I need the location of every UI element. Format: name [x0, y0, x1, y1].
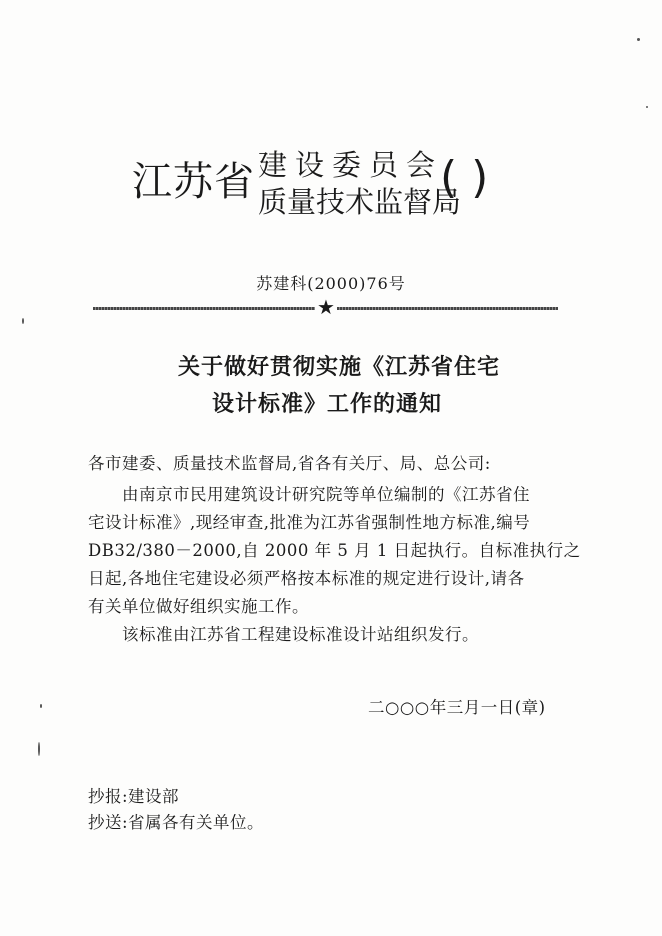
body-paragraph-1-line-2: 宅设计标准》,现经审查,批准为江苏省强制性地方标准,编号	[88, 513, 531, 532]
scan-speck	[646, 106, 648, 108]
issue-date: 二○○○年三月一日(章)	[368, 698, 546, 717]
issuer-dept-construction: 建设委员会	[258, 148, 444, 182]
notice-title-line-1: 关于做好贯彻实施《江苏省住宅	[177, 355, 500, 380]
scan-speck	[637, 38, 640, 41]
scan-speck	[40, 704, 42, 708]
issuer-bracket: ( )	[440, 152, 489, 203]
issuer-province: 江苏省	[132, 159, 255, 205]
body-paragraph-1-line-1: 由南京市民用建筑设计研究院等单位编制的《江苏省住	[88, 485, 530, 504]
scan-speck	[38, 742, 40, 756]
body-paragraph-2: 该标准由江苏省工程建设标准设计站组织发行。	[88, 625, 479, 644]
divider-bar-left	[93, 307, 315, 310]
star-icon: ★	[317, 295, 335, 319]
issuer-dept-quality: 质量技术监督局	[258, 185, 462, 219]
body-paragraph-1-line-5: 有关单位做好组织实施工作。	[88, 597, 309, 616]
divider-bar-right	[337, 307, 558, 310]
cc-report-to: 抄报:建设部	[88, 787, 180, 806]
scan-speck	[22, 318, 24, 324]
body-paragraph-1-line-4: 日起,各地住宅建设必须严格按本标准的规定进行设计,请各	[88, 569, 525, 588]
document-number: 苏建科(2000)76号	[256, 274, 406, 293]
salutation: 各市建委、质量技术监督局,省各有关厅、局、总公司:	[88, 454, 491, 473]
notice-title-line-2: 设计标准》工作的通知	[211, 392, 442, 417]
cc-send-to: 抄送:省属各有关单位。	[88, 813, 265, 832]
body-paragraph-1-line-3: DB32/380－2000,自 2000 年 5 月 1 日起执行。自标准执行之	[88, 541, 581, 560]
